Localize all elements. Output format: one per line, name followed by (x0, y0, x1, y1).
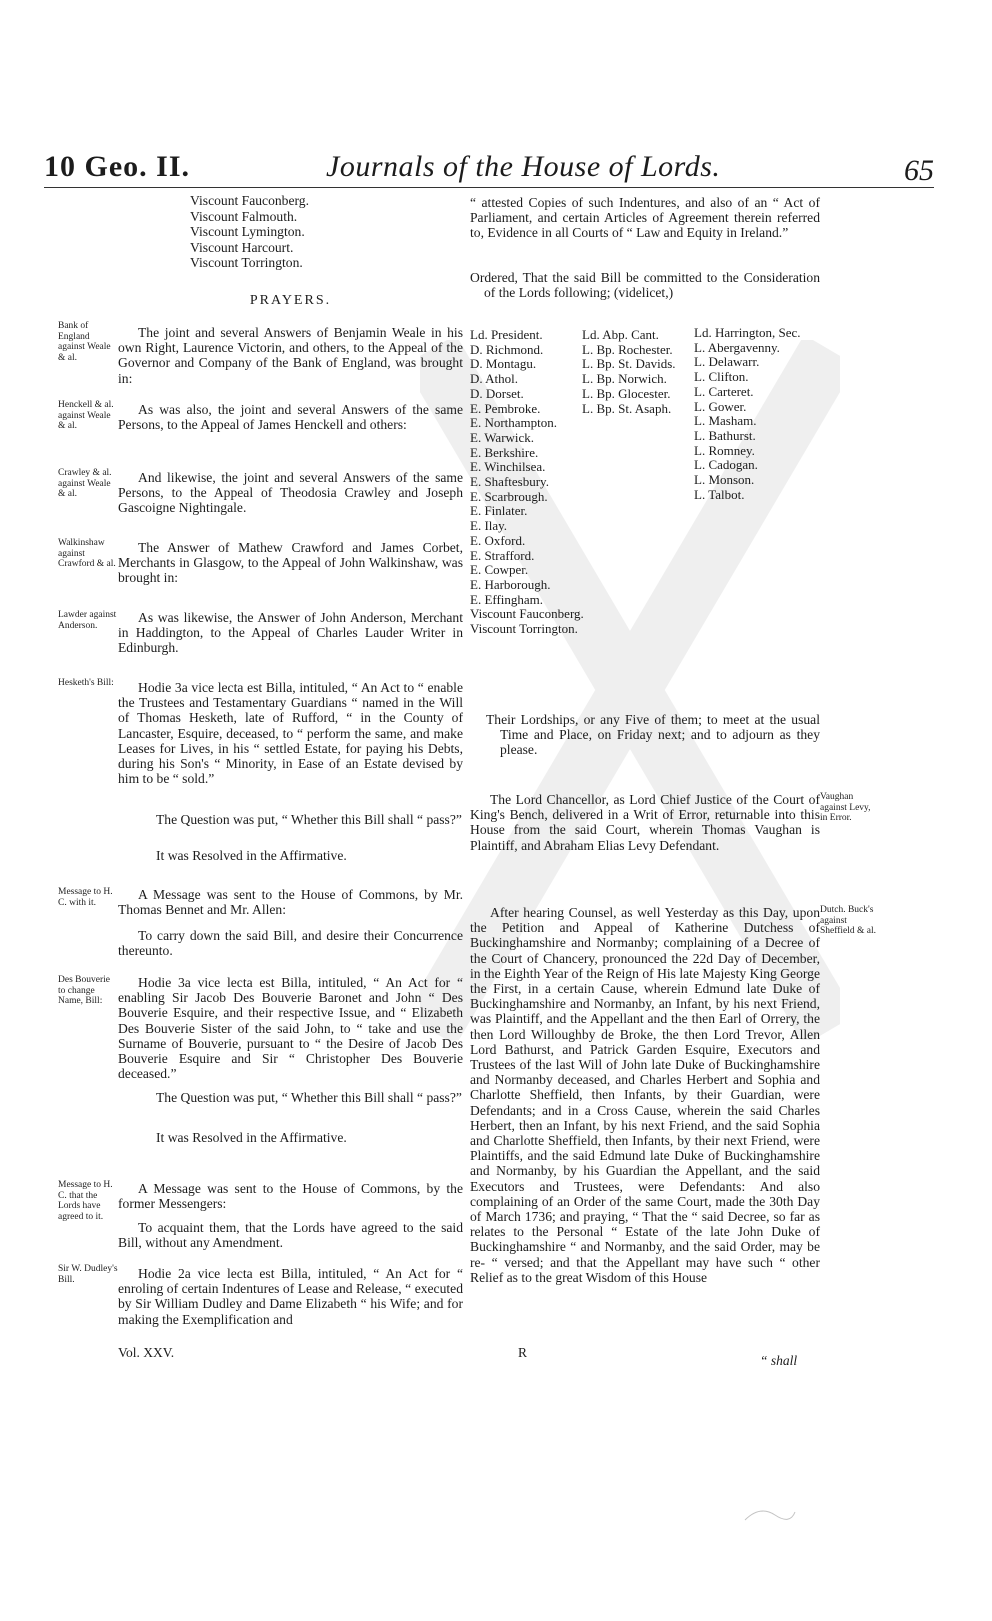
committee-lord-name: Ld. President. (470, 327, 543, 342)
left-column (118, 193, 463, 326)
committee-lord-name: L. Monson. (694, 472, 755, 488)
margin-note: Vaughan against Levy, in Error. (820, 792, 871, 823)
committee-lord-name: E. Ilay. (470, 518, 508, 534)
viscount-name: Viscount Falmouth. (190, 208, 298, 224)
committee-lord-name: E. Shaftesbury. (470, 474, 549, 490)
lords-column (694, 326, 801, 502)
committee-lord-name: D. Dorset. (470, 385, 524, 401)
committee-lord-name: Viscount Torrington. (470, 621, 578, 637)
committee-lord-name: L. Abergavenny. (694, 339, 780, 355)
page-number: 65 (904, 154, 934, 187)
margin-note: Message to H. C. that the Lords have agreed to it. (58, 1180, 113, 1222)
entry-paragraph: A Message was sent to the House of Commons, by the former Messengers: (118, 1181, 463, 1212)
ink-stain-icon (740, 1500, 800, 1530)
committee-lord-name: E. Finlater. (470, 503, 528, 519)
committee-lord-name: D. Richmond. (470, 341, 544, 357)
ordered-paragraph: Ordered, That the said Bill be committed to the Consideration of the Lords following; (videlicet,) (470, 270, 820, 301)
entry-paragraph: A Message was sent to the House of Commons, by Mr. Thomas Bennet and Mr. Allen: (118, 887, 463, 918)
volume-mark: Vol. XXV. (118, 1345, 175, 1360)
committee-lord-name: E. Effingham. (470, 591, 544, 607)
committee-lord-name: E. Warwick. (470, 429, 535, 445)
running-head (44, 150, 934, 190)
bill-continuation: “ attested Copies of such Indentures, and also of an “ Act of Parliament, and certain Articles of Agreement therein referred to, Evidence in all Courts of “ Law and Equity in Ireland.” (470, 195, 820, 241)
viscount-list (118, 193, 463, 271)
margin-note: Des Bouverie to change Name, Bill: (58, 975, 110, 1006)
entry-paragraph: And likewise, the joint and several Answers of the same Persons, to the Appeal of Theodosia Crawley and Joseph Gascoigne Nightingale. (118, 470, 463, 516)
committee-lord-name: L. Cadogan. (694, 457, 758, 473)
margin-note: Henckell & al. against Weale & al. (58, 400, 114, 431)
committee-lord-name: L. Bp. Glocester. (582, 385, 671, 401)
appeal-paragraph: After hearing Counsel, as well Yesterday as this Day, upon the Petition and Appeal of Katherine Dutchess of Buckinghamshire and Normanby; complaining of a Decree of the Court of Chancery, pronounced the 22d Day of December, in the Eighth Year of the Reign of His late Majesty King George the First, in a certain Cause, wherein Edmund late Duke of Buckinghamshire and Normanby, an Infant, by his next Friend, was Plaintiff, and the Appellant and the then Earl of Orrery, the then Lord Willoughby de Broke, the then Lord Trevor, Allen Lord Bathurst, and Patrick Garden Esquire, Executors and Trustees of the last Will of John late Duke of Buckinghamshire and Normanby deceased, and Charles Herbert and Sophia and Charlotte Sheffield, then Infants, by their Guardian, were Defendants; and in a Cross Cause, wherein the said Charles Herbert, then an Infant, by his next Friend, and the said Sophia and Charlotte Sheffield, then Infants, by their next Friend, were Plaintiffs, and the said Edmund late Duke of Buckinghamshire and Normanby, by his Guardian the Appellant, and the said Executors and Trustees, were Defendants: And also complaining of an Order of the same Court, made the 30th Day of March 1736; and praying, “ That the “ said Decree, so far as relates to the Personal “ Estate of the late John Duke of Buckinghamshire “ and Normanby, and the said Order, may be re- “ versed; and that the Appellant may have such “ other Relief as to the great Wisdom of this House (470, 905, 820, 1285)
margin-note: Walkinshaw against Crawford & al. (58, 538, 116, 569)
journal-title: Journals of the House of Lords. (326, 150, 721, 183)
header-rule (44, 187, 934, 188)
question-put: The Question was put, “ Whether this Bill shall “ pass?” (156, 1090, 462, 1105)
committee-lord-name: E. Winchilsea. (470, 459, 546, 475)
entry-paragraph: To carry down the said Bill, and desire their Concurrence thereunto. (118, 928, 463, 959)
committee-lord-name: L. Masham. (694, 413, 757, 429)
margin-note: Message to H. C. with it. (58, 887, 113, 908)
writ-of-error-paragraph: The Lord Chancellor, as Lord Chief Justice of the Court of King's Bench, delivered in a Writ of Error, returnable into this House from the said Court, wherein Thomas Vaughan is Plaintiff, and Abraham Elias Levy Defendant. (470, 792, 820, 853)
committee-lord-name: L. Gower. (694, 398, 747, 414)
margin-note: Crawley & al. against Weale & al. (58, 468, 112, 499)
committee-lord-name: Ld. Harrington, Sec. (694, 325, 801, 340)
entry-paragraph: As was also, the joint and several Answers of the same Persons, to the Appeal of James Henckell and others: (118, 402, 463, 433)
entry-paragraph: The Answer of Mathew Crawford and James Corbet, Merchants in Glasgow, to the Appeal of John Walkinshaw, was brought in: (118, 540, 463, 586)
entry-paragraph: As was likewise, the Answer of John Anderson, Merchant in Haddington, to the Appeal of Charles Lauder Writer in Edinburgh. (118, 610, 463, 656)
margin-note: Dutch. Buck's against Sheffield & al. (820, 905, 877, 936)
bill-reading-paragraph: Hodie 3a vice lecta est Billa, intituled, “ An Act to “ enable the Trustees and Testamentary Guardians “ named in the Will of Thomas Hesketh, late of Rufford, “ in the County of Lancaster, Esquire, deceased, to “ perform the same, and make Leases for Lives, in his “ settled Estate, for paying his Debts, during his Son's “ Minority, in Ease of an Estate devised by him to be “ sold.” (118, 680, 463, 787)
committee-lord-name: Viscount Fauconberg. (470, 606, 584, 622)
margin-note: Sir W. Dudley's Bill. (58, 1264, 118, 1285)
viscount-name: Viscount Fauconberg. (190, 193, 309, 208)
question-put: The Question was put, “ Whether this Bill shall “ pass?” (156, 812, 462, 827)
committee-lords-table (470, 325, 820, 698)
committee-lord-name: D. Athol. (470, 371, 519, 387)
lords-column (582, 328, 676, 416)
committee-lord-name: E. Scarbrough. (470, 488, 548, 504)
committee-lord-name: D. Montagu. (470, 356, 537, 372)
meeting-paragraph: Their Lordships, or any Five of them; to meet at the usual Time and Place, on Friday next; and to adjourn as they please. (486, 712, 820, 758)
bill-reading-paragraph: Hodie 2a vice lecta est Billa, intituled, “ An Act for “ enroling of certain Indentures of Lease and Release, “ executed by Sir William Dudley and Dame Elizabeth “ his Wife; and for making the Exemplification and (118, 1266, 463, 1327)
signature-mark: R (518, 1345, 528, 1360)
committee-lord-name: L. Bp. St. Davids. (582, 356, 676, 372)
viscount-name: Viscount Harcourt. (190, 239, 294, 255)
bill-reading-paragraph: Hodie 3a vice lecta est Billa, intituled, “ An Act for “ enabling Sir Jacob Des Bouverie Baronet and John “ Des Bouverie Esquire, and their respective Issue, and “ Elizabeth Des Bouverie Sister of the said John, to “ take and use the Surname of Bouverie, pursuant to “ the Desire of Jacob Des Bouverie Esquire and Sir “ Christopher Des Bouverie deceased.” (118, 975, 463, 1082)
catchword: “ shall (760, 1353, 798, 1368)
margin-note: Bank of England against Weale & al. (58, 321, 111, 363)
resolution: It was Resolved in the Affirmative. (156, 1130, 347, 1145)
committee-lord-name: E. Oxford. (470, 532, 526, 548)
committee-lord-name: L. Bp. St. Asaph. (582, 400, 672, 416)
regnal-year: 10 Geo. II. (44, 150, 190, 183)
committee-lord-name: E. Cowper. (470, 562, 529, 578)
committee-lord-name: L. Carteret. (694, 383, 754, 399)
committee-lord-name: L. Talbot. (694, 486, 745, 502)
resolution: It was Resolved in the Affirmative. (156, 848, 347, 863)
committee-lord-name: E. Northampton. (470, 415, 558, 431)
entry-paragraph: To acquaint them, that the Lords have agreed to the said Bill, without any Amendment. (118, 1220, 463, 1251)
committee-lord-name: L. Clifton. (694, 369, 749, 385)
committee-lord-name: E. Berkshire. (470, 444, 539, 460)
lords-column (470, 328, 584, 637)
margin-note: Hesketh's Bill: (58, 678, 114, 688)
committee-lord-name: L. Bathurst. (694, 427, 756, 443)
committee-lord-name: L. Romney. (694, 442, 755, 458)
prayers-heading: PRAYERS. (249, 292, 332, 308)
committee-lord-name: E. Pembroke. (470, 400, 541, 416)
committee-lord-name: L. Delawarr. (694, 354, 760, 370)
committee-lord-name: L. Bp. Norwich. (582, 371, 667, 387)
viscount-name: Viscount Torrington. (190, 255, 303, 270)
entry-paragraph: The joint and several Answers of Benjamin Weale in his own Right, Laurence Victorin, and others, to the Appeal of the Governor and Company of the Bank of England, was brought in: (118, 325, 463, 386)
committee-lord-name: L. Bp. Rochester. (582, 341, 673, 357)
committee-lord-name: E. Harborough. (470, 576, 551, 592)
committee-lord-name: Ld. Abp. Cant. (582, 327, 659, 342)
margin-note: Lawder against Anderson. (58, 610, 117, 631)
viscount-name: Viscount Lymington. (190, 224, 305, 239)
committee-lord-name: E. Strafford. (470, 547, 535, 563)
